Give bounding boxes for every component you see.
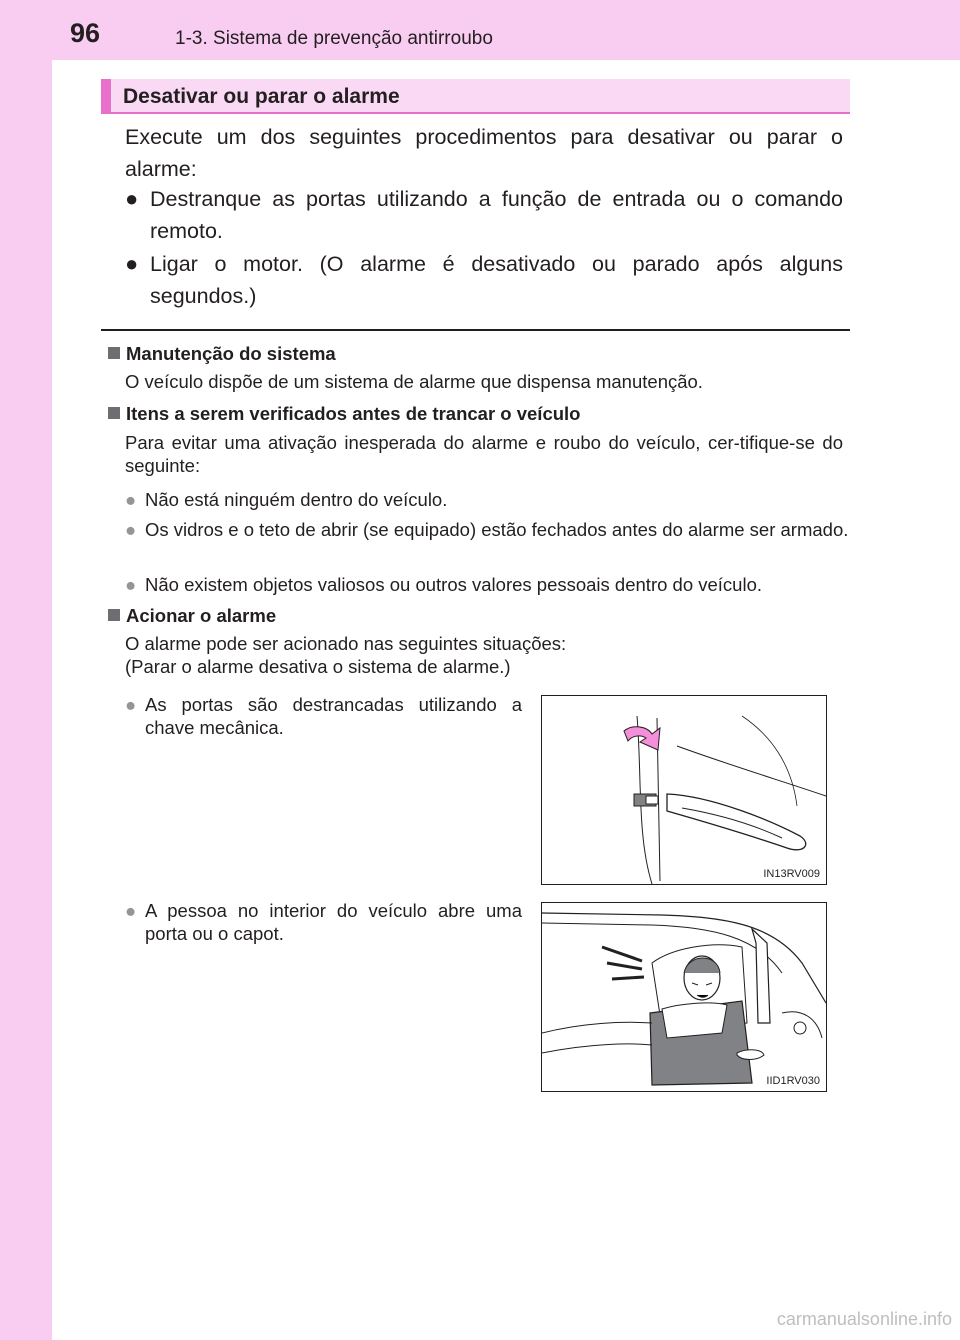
square-bullet-icon — [108, 347, 120, 359]
note-text: O alarme pode ser acionado nas seguintes situações: — [125, 633, 567, 654]
section-intro: Execute um dos seguintes procedimentos para desativar ou parar o alarme: — [125, 125, 843, 181]
note-bullet — [125, 573, 851, 596]
top-band — [0, 0, 960, 60]
figure-code: IN13RV009 — [763, 868, 820, 880]
figure-door-key — [541, 695, 827, 885]
note-heading — [108, 343, 336, 365]
note-bullet-text: Não está ninguém dentro do veículo. — [145, 489, 448, 510]
section-title: Desativar ou parar o alarme — [123, 85, 400, 108]
note-heading-text: Manutenção do sistema — [126, 343, 336, 364]
person-opening-door-illustration-icon — [542, 903, 826, 1091]
section-bullet-text: Ligar o motor. (O alarme é desativado ou parado após alguns segundos.) — [150, 252, 843, 308]
note-text: O veículo dispõe de um sistema de alarme que dispensa manutenção. — [125, 371, 703, 392]
note-heading — [108, 403, 580, 425]
square-bullet-icon — [108, 609, 120, 621]
watermark: carmanualsonline.info — [776, 1309, 952, 1329]
section-bullet — [125, 248, 843, 312]
section-header-marker — [101, 79, 111, 114]
bullet-dot-icon: ● — [125, 574, 137, 595]
bullet-dot-icon: ● — [125, 900, 137, 921]
note-bullet-text: Não existem objetos valiosos ou outros valores pessoais dentro do veículo. — [145, 574, 763, 595]
bullet-dot-icon: ● — [125, 694, 137, 715]
figure-open-door — [541, 902, 827, 1092]
section-header — [101, 79, 850, 114]
note-heading-text: Itens a serem verificados antes de trancar o veículo — [126, 403, 581, 424]
bullet-dot-icon: ● — [125, 519, 137, 540]
bullet-dot-icon: ● — [125, 489, 137, 510]
note-text: (Parar o alarme desativa o sistema de alarme.) — [125, 656, 511, 677]
door-handle-key-illustration-icon — [542, 696, 826, 884]
note-bullet — [125, 518, 851, 541]
note-text: Para evitar uma ativação inesperada do alarme e roubo do veículo, cer-tifique-se do seguinte: — [125, 432, 843, 476]
note-bullet-text: As portas são destrancadas utilizando a chave mecânica. — [145, 694, 522, 738]
running-head: 1-3. Sistema de prevenção antirroubo — [175, 28, 493, 49]
bullet-dot-icon: ● — [125, 186, 139, 211]
note-bullet-text: A pessoa no interior do veículo abre uma porta ou o capot. — [145, 900, 522, 944]
note-bullet — [125, 899, 522, 945]
bullet-dot-icon: ● — [125, 251, 139, 276]
section-bullet — [125, 183, 843, 247]
section-bullet-text: Destranque as portas utilizando a função de entrada ou o comando remoto. — [150, 187, 843, 243]
side-strip — [0, 0, 52, 1340]
note-heading-text: Acionar o alarme — [126, 605, 277, 626]
section-divider — [101, 329, 850, 331]
square-bullet-icon — [108, 407, 120, 419]
note-heading — [108, 605, 276, 627]
note-bullet — [125, 693, 522, 739]
note-bullet-text: Os vidros e o teto de abrir (se equipado) estão fechados antes do alarme ser armado. — [145, 519, 849, 540]
figure-code: IID1RV030 — [766, 1075, 820, 1087]
page-number: 96 — [70, 18, 101, 48]
note-bullet — [125, 488, 851, 511]
